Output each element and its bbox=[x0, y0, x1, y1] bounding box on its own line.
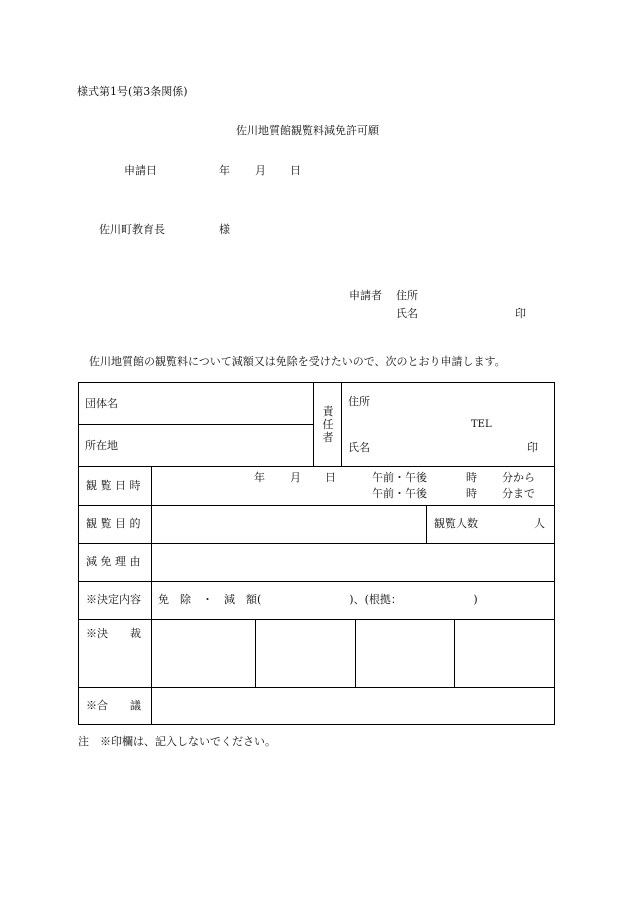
visitor-count-label: 観覧人数 bbox=[434, 517, 478, 530]
viewing-date-month: 月 bbox=[290, 471, 301, 484]
viewing-minutes-from: 分から bbox=[502, 471, 535, 484]
viewing-minutes-until: 分まで bbox=[502, 487, 535, 500]
responsible-address-label: 住所 bbox=[348, 395, 370, 408]
rule-visitors-divider bbox=[426, 505, 427, 543]
rule-after-purpose bbox=[78, 543, 555, 544]
intro-text: 佐川地質館の観覧料について減額又は免除を受けたいので、次のとおり申請します。 bbox=[89, 355, 506, 368]
applicant-name-label: 氏名 bbox=[396, 307, 418, 320]
responsible-person-label bbox=[321, 405, 335, 444]
form-number: 様式第1号(第3条関係) bbox=[77, 85, 188, 98]
group-name-label: 団体名 bbox=[85, 397, 118, 410]
viewing-ampm-end: 午前・午後 bbox=[372, 487, 427, 500]
viewing-hour-end: 時 bbox=[466, 487, 477, 500]
rule-after-reason bbox=[78, 581, 555, 582]
document-title: 佐川地質館観覧料減免許可願 bbox=[236, 124, 379, 137]
rule-responsible-right bbox=[341, 382, 342, 466]
application-date-day: 日 bbox=[290, 164, 301, 177]
viewing-date-year: 年 bbox=[254, 471, 265, 484]
responsible-name-label: 氏名 bbox=[348, 441, 370, 454]
rule-approval-divider-1 bbox=[255, 619, 256, 687]
rule-approval-divider-2 bbox=[355, 619, 356, 687]
application-date-month: 月 bbox=[255, 164, 266, 177]
application-table bbox=[78, 382, 555, 725]
rule-left-block-right bbox=[313, 382, 314, 466]
footnote: 注 ※印欄は、記入しないでください。 bbox=[78, 735, 276, 748]
responsible-char-1: 責 bbox=[322, 405, 334, 418]
visitor-count-unit: 人 bbox=[534, 517, 545, 530]
viewing-purpose-label: 観 覧 目 的 bbox=[86, 517, 141, 530]
rule-after-decision bbox=[78, 619, 555, 620]
reduction-reason-label: 減 免 理 由 bbox=[86, 555, 141, 568]
location-label: 所在地 bbox=[85, 439, 118, 452]
applicant-seal: 印 bbox=[515, 307, 526, 320]
viewing-date-day: 日 bbox=[325, 471, 336, 484]
rule-after-approval bbox=[78, 687, 555, 688]
rule-top-block-mid bbox=[78, 424, 313, 425]
approval-label: ※決 裁 bbox=[86, 627, 141, 640]
decision-label: ※決定内容 bbox=[86, 593, 141, 606]
viewing-date-label: 観 覧 日 時 bbox=[86, 479, 141, 492]
viewing-hour-start: 時 bbox=[466, 471, 477, 484]
rule-after-viewing-date bbox=[78, 505, 555, 506]
addressee-name: 佐川町教育長 bbox=[99, 223, 165, 236]
responsible-seal: 印 bbox=[527, 441, 538, 454]
applicant-address-label: 住所 bbox=[396, 289, 418, 302]
responsible-char-2: 任 bbox=[322, 418, 334, 431]
addressee-honorific: 様 bbox=[219, 223, 230, 236]
responsible-char-3: 者 bbox=[322, 431, 334, 444]
consultation-label: ※合 議 bbox=[86, 699, 141, 712]
decision-content: 免 除 ・ 減 額( )、(根拠： ) bbox=[158, 593, 478, 606]
rule-label-column bbox=[151, 466, 152, 725]
rule-approval-divider-3 bbox=[454, 619, 455, 687]
responsible-tel-label: TEL bbox=[471, 419, 492, 430]
rule-after-location bbox=[78, 466, 555, 467]
application-date-label: 申請日 bbox=[124, 164, 157, 177]
viewing-ampm-start: 午前・午後 bbox=[372, 471, 427, 484]
applicant-label: 申請者 bbox=[349, 289, 382, 302]
application-date-year: 年 bbox=[219, 164, 230, 177]
